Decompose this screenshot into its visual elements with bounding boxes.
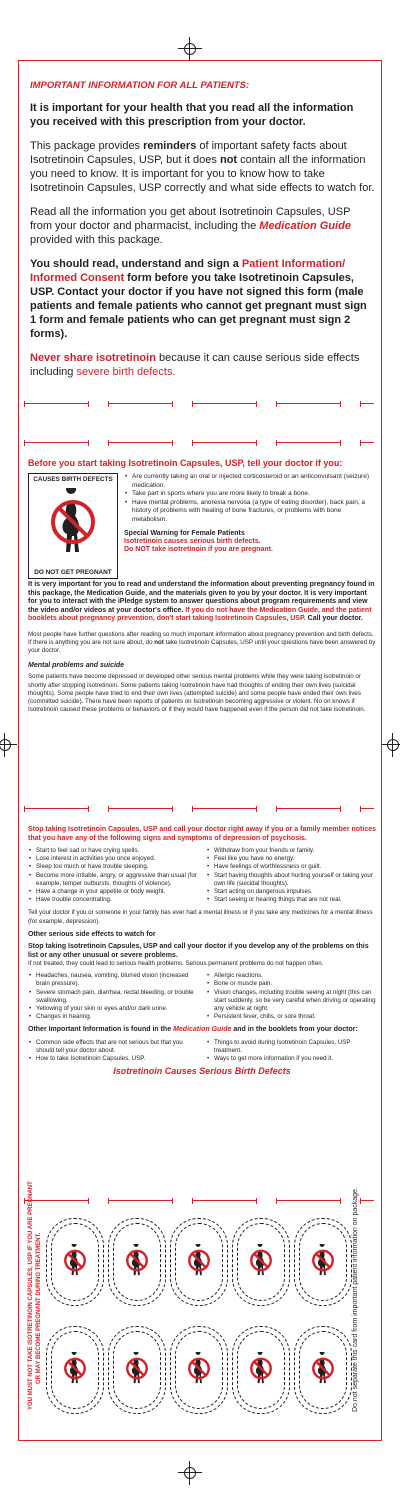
perforation-line — [20, 1198, 380, 1204]
medication-guide-link: Medication Guide — [259, 220, 351, 232]
consent-paragraph — [30, 257, 375, 341]
birth-defects-text: severe birth defects. — [76, 366, 176, 378]
other-side-effects-heading: Other serious side effects to watch for — [28, 930, 156, 938]
list-item: • Become more irritable, angry, or aggressive than usual (for example, temper outbursts, thoughts of violence). — [36, 872, 198, 888]
pregnant-woman-prohibited-icon — [45, 488, 101, 558]
blister-pill[interactable] — [108, 1218, 166, 1306]
warning-bottom-label: DO NOT GET PREGNANT — [34, 568, 112, 576]
text-run: Call your doctor. — [305, 615, 363, 622]
list-item: • Ways to get more information if you need it. — [214, 1055, 376, 1063]
before-start-list — [124, 473, 376, 525]
blister-pill[interactable] — [46, 1218, 104, 1306]
list-item: • Sleep too much or have trouble sleeping. — [36, 863, 198, 871]
text-run: form before you take Isotretinoin Capsules, USP. Contact your doctor if you have not signed this form (male patients and female patients who cannot get pregnant must sign 1 form and female patients who can get pregnant must sign 2 forms). — [30, 272, 367, 340]
list-item: • Start having thoughts about hurting yourself or taking your own life (suicidal thoughts). — [214, 872, 376, 888]
blister-pill[interactable] — [170, 1326, 228, 1414]
list-item: • Have a change in your appetite or body weight. — [36, 888, 198, 896]
crop-mark-right — [386, 738, 400, 752]
list-item: • How to take Isotretinoin Capsules, USP. — [36, 1055, 198, 1063]
blister-grid — [46, 1218, 346, 1428]
list-item: • Lose interest in activities you once enjoyed. — [36, 855, 198, 863]
list-item: • Take part in sports where you are more likely to break a bone. — [132, 490, 376, 499]
section-stop-taking — [28, 826, 376, 1076]
tell-doctor-text: Tell your doctor if you or someone in your family has ever had a mental illness or if you take any medicines for a mental illness (for example, depression). — [28, 909, 373, 925]
symptom-list-right — [206, 847, 376, 904]
reminders-paragraph — [30, 139, 375, 195]
birth-defects-heading: Isotretinoin Causes Serious Birth Defects — [113, 1066, 291, 1077]
pregnant-woman-prohibited-icon — [247, 1244, 275, 1278]
crop-mark-top — [183, 42, 197, 56]
blister-pill[interactable] — [46, 1326, 104, 1414]
pregnancy-prevention-paragraph — [28, 581, 376, 624]
blister-pill[interactable] — [232, 1326, 290, 1414]
text-run-bold: not — [154, 638, 164, 646]
blister-pill[interactable] — [294, 1218, 352, 1306]
mental-problems-heading: Mental problems and suicide — [28, 662, 125, 670]
text-run: because it can cause serious side effects including — [30, 352, 360, 378]
warning-top-label: CAUSES BIRTH DEFECTS — [33, 476, 113, 483]
before-start-heading: Before you start taking Isotretinoin Capsules, USP, tell your doctor if you: — [28, 458, 343, 468]
section-heading: IMPORTANT INFORMATION FOR ALL PATIENTS: — [30, 80, 250, 91]
pregnant-woman-prohibited-icon — [247, 1352, 275, 1386]
text-run: Most people have further questions after reading so much important information about pregnancy prevention and birth defects. If there is anything you are not sure about, do — [28, 630, 374, 646]
medication-guide-link: Medication Guide — [173, 1026, 232, 1034]
questions-paragraph — [28, 631, 376, 656]
info-list-left — [28, 1039, 198, 1064]
text-run-bold: not — [219, 154, 238, 166]
list-item: • Are currently taking an oral or injected corticosteroid or an anticonvulsant (seizure) medication. — [132, 473, 376, 490]
frame-top-border — [18, 60, 382, 61]
never-share-paragraph — [30, 351, 375, 379]
list-item: • Have feelings of worthlessness or guilt. — [214, 863, 376, 871]
other-info-heading — [28, 1026, 376, 1034]
pregnant-woman-prohibited-icon — [61, 1244, 89, 1278]
frame-left-border — [18, 60, 19, 1440]
female-warning-line: Isotretinoin causes serious birth defects. — [124, 537, 261, 545]
frame-bottom-border — [18, 1440, 382, 1441]
list-item: • Have mental problems, anorexia nervosa (a type of eating disorder), back pain, a history of problems with healing of bone fractures, or problems with bone metabolism. — [132, 499, 376, 525]
text-run-red: If you do not have the Medication Guide, and the patient booklets about pregnancy prevention, don't start taking Isotretinoin Capsules, USP. — [28, 606, 372, 622]
list-item: • Changes in hearing. — [36, 1013, 198, 1021]
pregnant-woman-prohibited-icon — [309, 1352, 337, 1386]
list-item: • Things to avoid during Isotretinoin Capsules, USP treatment. — [214, 1039, 376, 1055]
pregnant-woman-prohibited-icon — [185, 1244, 213, 1278]
text-run: of important safety facts about Isotretinoin Capsules, USP, but it does — [30, 140, 347, 166]
frame-right-border — [381, 60, 382, 1440]
text-run: This package provides — [30, 140, 144, 152]
info-list-right — [206, 1039, 376, 1064]
mental-problems-text: Some patients have become depressed or developed other serious mental problems while they were taking isotretinoin or shortly after stopping isotretinoin. Some patients taking Isotretinoin have had thoughts of ending their own lives (suicidal thoughts). Some people have tried to end their own lives (attempted suicide) and some people have ended their own lives (committed suicide). There have been reports of patients on Isotretinoin becoming aggressive or violent. No on knows if Isotretinoin caused these problems or behaviors or if they would have happened even if the person did not take isotretinoin. — [28, 673, 366, 714]
warning-line: OR MAY BECOME PREGNANT DURING TREATMENT. — [35, 1232, 42, 1384]
perforation-line — [20, 806, 380, 812]
blister-pill[interactable] — [170, 1218, 228, 1306]
pregnant-woman-prohibited-icon — [123, 1244, 151, 1278]
pregnant-woman-prohibited-icon — [309, 1244, 337, 1278]
list-item: • Start seeing or hearing things that are not real. — [214, 896, 376, 904]
blister-right-note: Do not separate this card from important patient information on package. — [352, 1187, 359, 1412]
list-item: • Start to feel sad or have crying spells. — [36, 847, 198, 855]
stop-taking-list-intro: Stop taking Isotretinoin Capsules, USP and call your doctor if you develop any of the problems on this list or any other unusual or severe problems. — [28, 943, 369, 959]
not-treated-text: If not treated, they could lead to serious health problems. Serious permanent problems do not happen often. — [28, 960, 324, 968]
list-item: • Allergic reactions. — [214, 972, 376, 980]
text-run: and in the booklets from your doctor: — [231, 1026, 358, 1034]
pregnant-woman-prohibited-icon — [61, 1352, 89, 1386]
never-share-text: Never share isotretinoin — [30, 352, 156, 364]
consent-form-text: Patient Information/ Informed Consent — [30, 258, 346, 284]
blister-pill[interactable] — [108, 1326, 166, 1414]
female-warning-title: Special Warning for Female Patients — [124, 529, 245, 537]
list-item: • Start acting on dangerous impulses. — [214, 888, 376, 896]
crop-mark-bottom — [183, 1466, 197, 1480]
list-item: • Withdraw from your friends or family. — [214, 847, 376, 855]
text-run: contain all the information you need to know. It is important for you to know how to take Isotretinoin Capsules, USP correctly and what side effects to watch for. — [30, 154, 375, 194]
perforation-line — [20, 401, 380, 407]
list-item: • Common side effects that are not serious but that you should tell your doctor about. — [36, 1039, 198, 1055]
intro-text: It is important for your health that you read all the information you received with this prescription from your doctor. — [30, 102, 354, 128]
list-item: • Persistent fever, chills, or sore throat. — [214, 1013, 376, 1021]
intro-paragraph — [30, 101, 375, 129]
warning-pictogram-box — [28, 473, 118, 579]
text-run: Other Important Information is found in the — [28, 1026, 174, 1034]
section-before-start — [28, 458, 376, 714]
side-effects-list-right — [206, 972, 376, 1021]
list-item: • Headaches, nausea, vomiting, blurred vision (increased brain pressure). — [36, 972, 198, 988]
list-item: • Vision changes, including trouble seeing at night (this can start suddenly, so be very careful when driving or operating any vehicle at night. — [214, 989, 376, 1014]
text-run: provided with this package. — [30, 234, 163, 246]
warning-line: YOU MUST NOT TAKE ISOTRETINOIN CAPSULES, USP IF YOU ARE PREGNANT — [28, 1181, 34, 1410]
list-item: • Severe stomach pain, diarrhea, rectal bleeding, or trouble swallowing. — [36, 989, 198, 1005]
list-item: • Have trouble concentrating. — [36, 896, 198, 904]
list-item: • Feel like you have no energy. — [214, 855, 376, 863]
crop-mark-left — [0, 738, 12, 752]
list-item: • Yellowing of your skin or eyes and/or dark urine. — [36, 1005, 198, 1013]
blister-pill[interactable] — [294, 1326, 352, 1414]
read-all-paragraph — [30, 205, 375, 247]
text-run: Read all the information you get about Isotretinoin Capsules, USP from your doctor and pharmacist, including the — [30, 206, 351, 232]
text-run: It is very important for you to read and understand the information about preventing pregnancy found in this package, the Medication Guide, and the materials given to you by your doctor. It is very important for you to interact with the iPledge system to answer questions about program requirements and view the video and/or videos at your doctor's office. — [28, 581, 375, 614]
blister-pill[interactable] — [232, 1218, 290, 1306]
stop-taking-heading: Stop taking Isotretinoin Capsules, USP and call your doctor right away if you or a family member notices that you have any of the following signs and symptoms of depression of psychosis. — [28, 826, 377, 842]
text-run: You should read, understand and sign a — [30, 258, 242, 270]
list-item: • Bone or muscle pain. — [214, 980, 376, 988]
perforation-line — [20, 440, 380, 446]
symptom-list-left — [28, 847, 198, 904]
pregnant-woman-prohibited-icon — [185, 1352, 213, 1386]
text-run-bold: reminders — [143, 140, 197, 152]
female-warning-line: Do NOT take isotretinoin if you are pregnant. — [124, 546, 273, 554]
side-effects-list-left — [28, 972, 198, 1021]
blister-left-warning — [28, 1181, 43, 1410]
text-run: take Isotretinoin Capsules, USP until your questions have been answered by your doctor. — [28, 638, 376, 654]
pregnant-woman-prohibited-icon — [123, 1352, 151, 1386]
section-important-info — [30, 80, 375, 379]
